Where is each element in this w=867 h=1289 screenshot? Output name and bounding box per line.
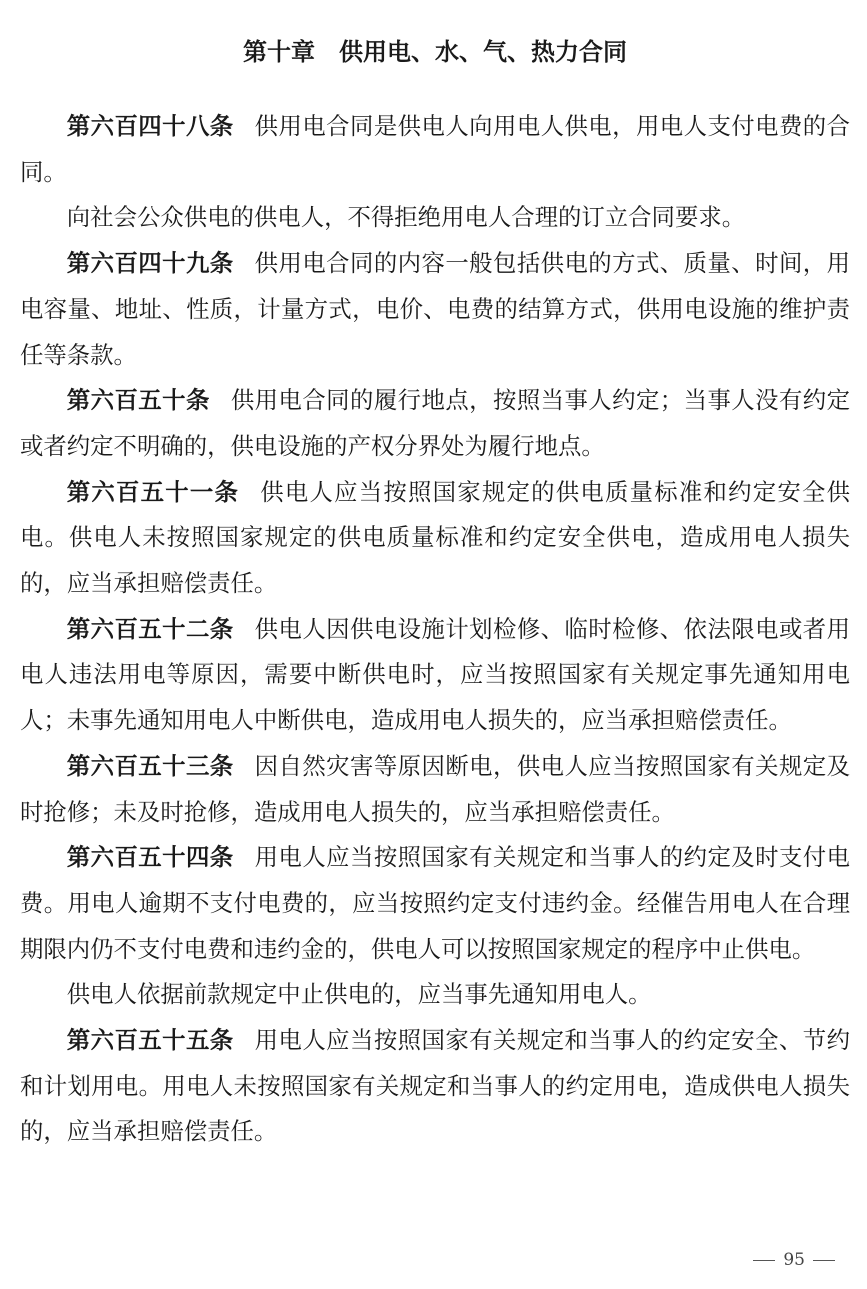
article-number: 第六百四十八条 — [66, 112, 234, 140]
article-650 — [20, 378, 850, 469]
article-number: 第六百五十五条 — [66, 1026, 234, 1055]
article-text: 用电人应当按照国家有关规定和当事人的约定安全、节约和计划用电。用电人未按照国家有关规定和当事人的约定用电，造成供电人损失的，应当承担赔偿责任。 — [20, 1026, 851, 1146]
article-number: 第六百五十一条 — [66, 477, 240, 506]
page-number-value: 95 — [783, 1250, 805, 1270]
article-649 — [20, 241, 850, 378]
article-number: 第六百四十九条 — [66, 249, 234, 278]
article-text: 供用电合同的内容一般包括供电的方式、质量、时间，用电容量、地址、性质，计量方式，电价、电费的结算方式，供用电设施的维护责任等条款。 — [20, 249, 851, 369]
article-number: 第六百五十二条 — [66, 614, 234, 643]
article-652 — [20, 607, 850, 744]
article-654-para-2 — [20, 972, 850, 1018]
article-648-para-2 — [20, 195, 850, 241]
article-651 — [20, 470, 850, 607]
article-text: 供电人因供电设施计划检修、临时检修、依法限电或者用电人违法用电等原因，需要中断供电时，应当按照国家有关规定事先通知用电人；未事先通知用电人中断供电，造成用电人损失的，应当承担赔偿责任。 — [20, 614, 851, 735]
article-653 — [20, 744, 850, 835]
article-text: 用电人应当按照国家有关规定和当事人的约定及时支付电费。用电人逾期不支付电费的，应当按照约定支付违约金。经催告用电人在合理期限内仍不支付电费和违约金的，供电人可以按照国家规定的程序中止供电。 — [20, 843, 851, 963]
article-text: 供电人应当按照国家规定的供电质量标准和约定安全供电。供电人未按照国家规定的供电质量标准和约定安全供电，造成用电人损失的，应当承担赔偿责任。 — [20, 477, 851, 598]
article-text: 供用电合同是供电人向用电人供电，用电人支付电费的合同。 — [20, 112, 851, 186]
document-page — [20, 30, 850, 1155]
page-number-left-dash — [753, 1260, 775, 1261]
article-655 — [20, 1018, 850, 1155]
article-654 — [20, 835, 850, 972]
article-648 — [20, 104, 850, 195]
article-number: 第六百五十条 — [66, 386, 210, 415]
article-text: 因自然灾害等原因断电，供电人应当按照国家有关规定及时抢修；未及时抢修，造成用电人损失的，应当承担赔偿责任。 — [20, 751, 851, 826]
page-number-right-dash — [813, 1260, 835, 1261]
chapter-title: 第十章 供用电、水、气、热力合同 — [243, 38, 627, 66]
paragraph-text: 供电人依据前款规定中止供电的，应当事先通知用电人。 — [66, 980, 652, 1009]
page-number — [745, 1250, 843, 1270]
article-text: 供用电合同的履行地点，按照当事人约定；当事人没有约定或者约定不明确的，供电设施的产权分界处为履行地点。 — [20, 386, 851, 460]
article-number: 第六百五十三条 — [66, 751, 234, 780]
article-number: 第六百五十四条 — [66, 843, 234, 872]
paragraph-text: 向社会公众供电的供电人，不得拒绝用电人合理的订立合同要求。 — [66, 203, 746, 232]
